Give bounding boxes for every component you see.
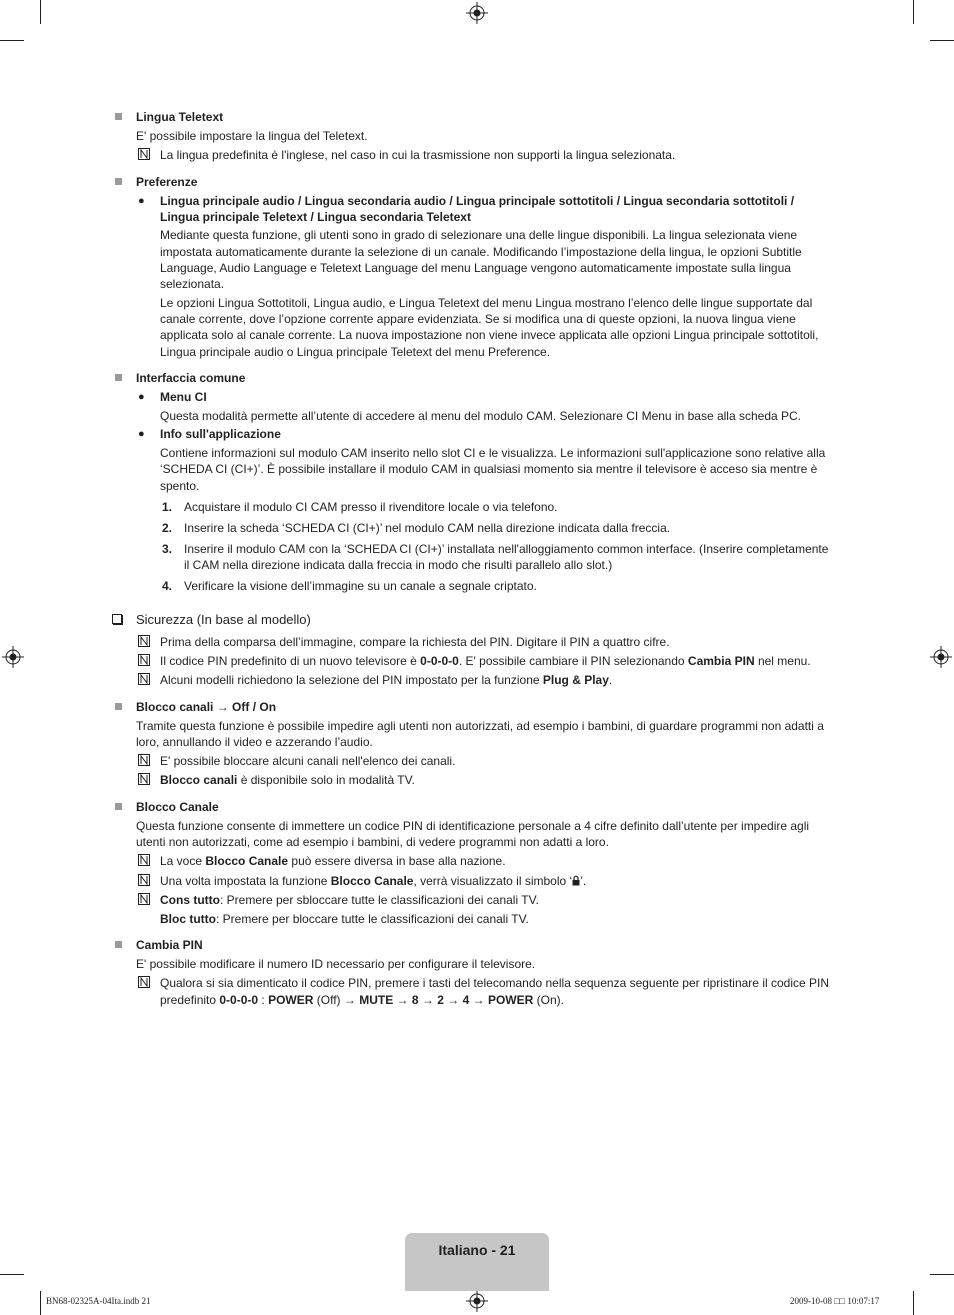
crop-mark (913, 1291, 914, 1315)
paragraph-line: applicata solo al canale corrente. La nuova impostazione non viene invece applicata alle opzioni Lingua principale sottotitoli, (160, 328, 819, 342)
section-square-icon (115, 703, 122, 710)
paragraph-line: utenti non autorizzati, come ad esempio i bambini, di vedere programmi non adatti a loro. (136, 835, 609, 849)
note-text: Una volta impostata la funzione Blocco Canale, verrà visualizzato il simbolo ‘ ’. (160, 874, 587, 888)
note-icon (138, 148, 150, 160)
paragraph-line: Questa modalità permette all’utente di accedere al menu del modulo CAM. Selezionare CI Menu in base alla scheda PC. (160, 409, 802, 423)
bullet-title: Info sull'applicazione (160, 427, 281, 441)
lock-icon (572, 875, 580, 886)
step-text: Inserire la scheda ‘SCHEDA CI (CI+)’ nel modulo CAM nella direzione indicata dalla freccia. (184, 521, 671, 535)
note-text: Blocco canali è disponibile solo in modalità TV. (160, 773, 415, 787)
paragraph-line: Questa funzione consente di immettere un codice PIN di identificazione personale a 4 cifre definito dall’utente per impedire agli (136, 819, 810, 833)
step-text: Acquistare il modulo CI CAM presso il rivenditore locale o via telefono. (184, 500, 558, 514)
paragraph-line: selezionata. (160, 277, 225, 291)
note-icon (138, 754, 150, 766)
step-number: 1. (162, 500, 173, 514)
note-icon (138, 976, 150, 988)
section-title-blocco-canali: Blocco canali → Off / On (136, 700, 277, 714)
note-text: Cons tutto: Premere per sbloccare tutte le classificazioni dei canali TV. (160, 893, 539, 907)
paragraph-line: canale corrente, dove l’opzione corrente appare evidenziata. Se si modifica una di queste opzioni, la nuova lingua viene (160, 312, 796, 326)
registration-mark-icon (930, 646, 952, 668)
crop-mark (913, 0, 914, 24)
step-number: 2. (162, 521, 173, 535)
note-text: La lingua predefinita è l'inglese, nel caso in cui la trasmissione non supporti la lingua selezionata. (160, 148, 676, 162)
paragraph-line: Lingua principale audio o Lingua principale Teletext del menu Preference. (160, 345, 551, 359)
note-text: E' possibile bloccare alcuni canali nell'elenco dei canali. (160, 754, 456, 768)
note-icon (138, 635, 150, 647)
paragraph-line: Contiene informazioni sul modulo CAM inserito nello slot CI e le visualizza. Le informazioni sull'applicazione sono relative alla (160, 446, 826, 460)
paragraph-line: ‘SCHEDA CI (CI+)’. È possibile installare il modulo CAM in qualsiasi momento sia mentre il televisore è acceso sia mentre è (160, 462, 818, 476)
note-text: Alcuni modelli richiedono la selezione del PIN impostato per la funzione Plug & Play. (160, 673, 613, 687)
bullet-icon: ● (138, 195, 145, 207)
paragraph-line: E' possibile modificare il numero ID necessario per configurare il televisore. (136, 957, 536, 971)
paragraph-line: Mediante questa funzione, gli utenti sono in grado di selezionare una delle lingue disponibili. La lingua selezionata viene (160, 228, 798, 242)
note-text: Prima della comparsa dell’immagine, compare la richiesta del PIN. Digitare il PIN a quattro cifre. (160, 635, 670, 649)
note-text: predefinito 0-0-0-0 : POWER (Off) → MUTE → 8 → 2 → 4 → POWER (On). (160, 993, 564, 1007)
paragraph-line: spento. (160, 479, 200, 493)
print-slug-left: BN68-02325A-04Ita.indb 21 (46, 1296, 151, 1306)
step-text: Inserire il modulo CAM con la ‘SCHEDA CI (CI+)’ installata nell'alloggiamento common interface. (Inserire completamente (184, 542, 829, 556)
paragraph-line: loro, annullando il video e azzerando l’audio. (136, 735, 373, 749)
registration-mark-icon (466, 2, 488, 24)
note-icon (138, 854, 150, 866)
note-icon (138, 654, 150, 666)
section-square-icon (115, 803, 122, 810)
paragraph-line: Tramite questa funzione è possibile impedire agli utenti non autorizzati, ad esempio i bambini, di guardare programmi non adatti a (136, 719, 824, 733)
step-text: il CAM nella direzione indicata dalla freccia in modo che risulti parallelo allo slot.) (184, 558, 613, 572)
note-icon (138, 673, 150, 685)
note-text: La voce Blocco Canale può essere diversa in base alla nazione. (160, 854, 506, 868)
section-square-icon (115, 178, 122, 185)
bullet-title: Menu CI (160, 390, 207, 404)
note-text: Qualora si sia dimenticato il codice PIN, premere i tasti del telecomando nella sequenza seguente per ripristinare il codice PIN (160, 976, 830, 990)
registration-mark-icon (466, 1290, 488, 1312)
step-number: 4. (162, 579, 173, 593)
section-square-icon (115, 374, 122, 381)
step-text: Verificare la visione dell’immagine su un canale a segnale criptato. (184, 579, 537, 593)
paragraph-line: Language, Audio Language e Teletext Language del menu Language vengono automaticamente impostate sulla lingua (160, 261, 791, 275)
bullet-icon: ● (138, 428, 145, 440)
crop-mark (40, 0, 41, 24)
section-title-preferenze: Preferenze (136, 175, 198, 189)
crop-mark (40, 1291, 41, 1315)
note-icon (138, 773, 150, 785)
note-text: Il codice PIN predefinito di un nuovo televisore è 0-0-0-0. E' possibile cambiare il PIN selezionando Cambia PIN nel menu. (160, 654, 811, 668)
bullet-title: Lingua principale Teletext / Lingua secondaria Teletext (160, 210, 471, 224)
section-title-blocco-canale: Blocco Canale (136, 800, 219, 814)
section-title-cambia-pin: Cambia PIN (136, 938, 203, 952)
bullet-icon: ● (138, 391, 145, 403)
crop-mark (0, 1274, 24, 1275)
section-square-icon (115, 113, 122, 120)
print-slug-right: 2009-10-08 □□ 10:07:17 (790, 1296, 880, 1306)
paragraph-line: Le opzioni Lingua Sottotitoli, Lingua audio, e Lingua Teletext del menu Lingua mostrano l’elenco delle lingue supportate dal (160, 296, 813, 310)
section-desc: E' possibile impostare la lingua del Teletext. (136, 129, 368, 143)
registration-mark-icon (2, 646, 24, 668)
bullet-title: Lingua principale audio / Lingua secondaria audio / Lingua principale sottotitoli / Lingua secondaria sottotitoli / (160, 194, 795, 208)
note-icon (138, 874, 150, 886)
section-title-lingua-teletext: Lingua Teletext (136, 110, 224, 124)
note-icon (138, 893, 150, 905)
section-square-icon (115, 941, 122, 948)
step-number: 3. (162, 542, 173, 556)
checkbox-icon (112, 614, 122, 624)
heading-sicurezza: Sicurezza (In base al modello) (136, 612, 311, 627)
crop-mark (0, 40, 24, 41)
crop-mark (930, 1274, 954, 1275)
note-text: Bloc tutto: Premere per bloccare tutte le classificazioni dei canali TV. (160, 912, 529, 926)
page-number-label: Italiano - 21 (438, 1242, 516, 1258)
paragraph-line: impostata automaticamente durante la selezione di un canale. Modificando l’impostazione della lingua, le opzioni Subtitle (160, 245, 802, 259)
section-title-interfaccia: Interfaccia comune (136, 371, 246, 385)
crop-mark (930, 40, 954, 41)
